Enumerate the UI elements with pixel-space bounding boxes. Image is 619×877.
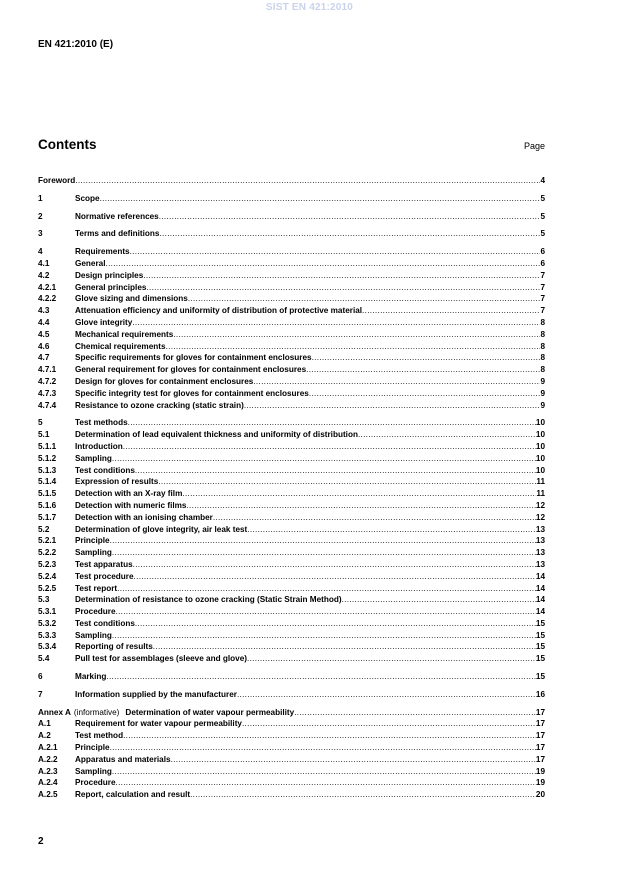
dot-leader <box>143 270 540 282</box>
toc-entry-page: 13 <box>535 548 545 558</box>
toc-entry[interactable] <box>38 512 545 524</box>
dot-leader <box>182 488 536 500</box>
toc-entry-number: A.2.5 <box>38 790 58 800</box>
toc-entry-page: 14 <box>535 583 545 593</box>
dot-leader <box>146 282 540 294</box>
toc-entry-title: Resistance to ozone cracking (static strain) <box>75 400 244 410</box>
dot-leader <box>342 594 536 606</box>
toc-entry-number: 2 <box>38 211 43 221</box>
toc-entry-number: 5.1.6 <box>38 500 57 510</box>
toc-entry-number: 5.3 <box>38 595 50 605</box>
toc-entry-number: 5.1.1 <box>38 441 57 451</box>
toc-entry-number: 4.7.2 <box>38 376 57 386</box>
dot-leader <box>312 352 541 364</box>
toc-entry-number: A.1 <box>38 719 51 729</box>
toc-entry[interactable] <box>38 246 545 258</box>
toc-entry[interactable] <box>38 329 545 341</box>
toc-entry[interactable] <box>38 583 545 595</box>
dot-leader <box>116 606 536 618</box>
toc-entry-page: 11 <box>536 477 545 487</box>
dot-leader <box>188 293 541 305</box>
toc-entry-number: 5.1 <box>38 430 50 440</box>
dot-leader <box>247 524 536 536</box>
dot-leader <box>112 630 536 642</box>
dot-leader <box>358 429 536 441</box>
toc-entry[interactable] <box>38 376 545 388</box>
dot-leader <box>112 453 536 465</box>
toc-entry-title: Test methods <box>75 418 128 428</box>
toc-entry-title: Design principles <box>75 270 144 280</box>
toc-entry-page: 15 <box>535 672 545 682</box>
toc-entry-number: 5.1.5 <box>38 489 57 499</box>
toc-entry-number: 4.7.4 <box>38 400 57 410</box>
toc-entry[interactable] <box>38 193 545 205</box>
toc-entry-number: 4.7.1 <box>38 365 57 375</box>
toc-entry-title <box>71 707 294 719</box>
toc-entry-title: Glove integrity <box>75 317 133 327</box>
toc-entry-page: 10 <box>535 430 545 440</box>
page-column-label: Page <box>523 141 545 151</box>
toc-entry-page: 7 <box>540 282 545 292</box>
toc-entry-title: Scope <box>75 193 100 203</box>
toc-entry-number: 5.2.4 <box>38 571 57 581</box>
dot-leader <box>132 317 540 329</box>
page-number: 2 <box>38 836 44 847</box>
toc-entry-number: 7 <box>38 689 43 699</box>
toc-entry-number: Annex A <box>38 707 71 717</box>
toc-entry-number: 6 <box>38 672 43 682</box>
dot-leader <box>106 258 541 270</box>
toc-entry-title: Procedure <box>75 778 116 788</box>
toc-entry-title: Introduction <box>75 441 123 451</box>
toc-entry-number: 4.4 <box>38 317 50 327</box>
toc-entry-number: 1 <box>38 193 43 203</box>
toc-entry-number: A.2.2 <box>38 754 58 764</box>
toc-entry-page: 5 <box>540 193 545 203</box>
toc-entry[interactable] <box>38 211 545 223</box>
toc-entry[interactable] <box>38 465 545 477</box>
toc-entry[interactable] <box>38 400 545 412</box>
toc-entry-page: 17 <box>535 754 545 764</box>
toc-entry[interactable] <box>38 282 545 294</box>
toc-entry-number: A.2.3 <box>38 766 58 776</box>
toc-entry-page: 8 <box>540 365 545 375</box>
toc-entry[interactable] <box>38 547 545 559</box>
toc-entry[interactable] <box>38 364 545 376</box>
toc-entry-number: 5.1.2 <box>38 453 57 463</box>
dot-leader <box>306 364 540 376</box>
toc-entry-page: 7 <box>540 270 545 280</box>
toc-entry[interactable] <box>38 453 545 465</box>
dot-leader <box>123 730 536 742</box>
dot-leader <box>186 500 535 512</box>
toc-entry[interactable] <box>38 777 545 789</box>
dot-leader <box>135 465 536 477</box>
toc-entry-title: Chemical requirements <box>75 341 166 351</box>
toc-entry[interactable] <box>38 352 545 364</box>
toc-entry[interactable] <box>38 689 545 701</box>
toc-entry-page: 15 <box>535 654 545 664</box>
toc-entry-title: Design for gloves for containment enclosures <box>75 376 254 386</box>
toc-entry-page: 19 <box>535 766 545 776</box>
dot-leader <box>159 228 540 240</box>
toc-entry-number: 3 <box>38 229 43 239</box>
toc-entry-title: Pull test for assemblages (sleeve and glove) <box>75 654 248 664</box>
toc-entry-title: Test apparatus <box>75 559 133 569</box>
toc-entry-title: Expression of results <box>75 477 159 487</box>
toc-entry-number: 4.2.2 <box>38 294 57 304</box>
toc-entry-page: 15 <box>535 642 545 652</box>
toc-entry-number: 5.3.2 <box>38 618 57 628</box>
toc-entry-number: 5.3.4 <box>38 642 57 652</box>
toc-entry-number: 5.2.2 <box>38 548 57 558</box>
toc-entry[interactable] <box>38 488 545 500</box>
toc-entry-page: 20 <box>535 790 545 800</box>
toc-entry-page: 17 <box>535 719 545 729</box>
toc-entry-title: General <box>75 258 106 268</box>
dot-leader <box>190 789 536 801</box>
toc-entry[interactable] <box>38 500 545 512</box>
toc-entry-title: Glove sizing and dimensions <box>75 294 188 304</box>
toc-entry-title: Test conditions <box>75 465 135 475</box>
toc-entry-title: Determination of glove integrity, air leak test <box>75 524 248 534</box>
toc-entry-title: Mechanical requirements <box>75 329 174 339</box>
toc-entry-number: A.2.4 <box>38 778 58 788</box>
toc-entry[interactable] <box>38 228 545 240</box>
toc-entry[interactable] <box>38 707 545 719</box>
toc-entry[interactable] <box>38 742 545 754</box>
toc-entry[interactable] <box>38 524 545 536</box>
toc-entry-page: 12 <box>535 500 545 510</box>
toc-entry[interactable] <box>38 630 545 642</box>
toc-entry-title: Detection with an X-ray film <box>75 489 183 499</box>
toc-entry[interactable] <box>38 766 545 778</box>
toc-entry[interactable] <box>38 388 545 400</box>
toc-entry-page: 15 <box>535 618 545 628</box>
dot-leader <box>110 535 536 547</box>
annex-title: Determination of water vapour permeability <box>125 707 295 717</box>
toc-entry-page: 9 <box>540 400 545 410</box>
toc-entry-number: A.2.1 <box>38 743 58 753</box>
dot-leader <box>242 718 536 730</box>
toc-entry[interactable] <box>38 653 545 665</box>
toc-entry[interactable] <box>38 535 545 547</box>
toc-entry-title: Determination of lead equivalent thickness and uniformity of distribution <box>75 430 358 440</box>
dot-leader <box>294 707 536 719</box>
toc-entry[interactable] <box>38 789 545 801</box>
toc-entry-title: Report, calculation and result <box>75 790 191 800</box>
toc-entry-number: 5.2.5 <box>38 583 57 593</box>
toc-entry-page: 14 <box>535 595 545 605</box>
toc-entry-title: Sampling <box>75 548 112 558</box>
toc-entry-page: 10 <box>535 418 545 428</box>
toc-entry-title: Detection with an ionising chamber <box>75 512 213 522</box>
toc-entry[interactable] <box>38 606 545 618</box>
dot-leader <box>123 441 536 453</box>
toc-entry-title: Specific integrity test for gloves for containment enclosures <box>75 388 309 398</box>
dot-leader <box>106 671 535 683</box>
toc-entry-title: Sampling <box>75 630 112 640</box>
toc-entry-title: Test report <box>75 583 118 593</box>
toc-entry-number: 4.3 <box>38 306 50 316</box>
dot-leader <box>309 388 541 400</box>
toc-entry[interactable] <box>38 476 545 488</box>
toc-entry-number: 5.2.1 <box>38 536 57 546</box>
toc-entry[interactable] <box>38 417 545 429</box>
toc-entry[interactable] <box>38 671 545 683</box>
toc-entry-number: 4.2.1 <box>38 282 57 292</box>
toc-entry-number: 4.7 <box>38 353 50 363</box>
toc-entry-title: Information supplied by the manufacturer <box>75 689 237 699</box>
dot-leader <box>247 653 536 665</box>
dot-leader <box>128 417 536 429</box>
toc-entry-page: 9 <box>540 388 545 398</box>
toc-entry-page: 13 <box>535 524 545 534</box>
toc-entry-page: 14 <box>535 571 545 581</box>
dot-leader <box>135 618 536 630</box>
dot-leader <box>244 400 541 412</box>
toc-entry-page: 10 <box>535 441 545 451</box>
toc-entry-number: 4.6 <box>38 341 50 351</box>
toc-entry-title: Test conditions <box>75 618 135 628</box>
toc-entry-number: 5.3.3 <box>38 630 57 640</box>
toc-entry-title: General principles <box>75 282 147 292</box>
toc-entry-page: 13 <box>535 559 545 569</box>
toc-entry-page: 9 <box>540 376 545 386</box>
toc-entry[interactable] <box>38 305 545 317</box>
toc-entry-number: 5.2.3 <box>38 559 57 569</box>
dot-leader <box>117 583 536 595</box>
toc-entry-number: Foreword <box>38 176 76 185</box>
dot-leader <box>112 547 536 559</box>
toc-entry-page: 8 <box>540 317 545 327</box>
toc-entry-page: 14 <box>535 607 545 617</box>
dot-leader <box>100 193 541 205</box>
toc-entry-title: Specific requirements for gloves for containment enclosures <box>75 353 312 363</box>
toc-entry-title: Requirements <box>75 247 130 257</box>
toc-entry-page: 12 <box>535 512 545 522</box>
dot-leader <box>362 305 540 317</box>
dot-leader <box>133 559 536 571</box>
toc-entry[interactable] <box>38 571 545 583</box>
toc-entry-title: Principle <box>75 743 110 753</box>
toc-entry-title: Reporting of results <box>75 642 153 652</box>
toc-entry[interactable] <box>38 559 545 571</box>
toc-entry[interactable] <box>38 718 545 730</box>
toc-entry-page: 15 <box>535 630 545 640</box>
toc-entry-number: 4.1 <box>38 258 50 268</box>
toc-entry-number: 5.1.7 <box>38 512 57 522</box>
toc-entry[interactable] <box>38 618 545 630</box>
toc-entry-number: 4.7.3 <box>38 388 57 398</box>
watermark: SIST EN 421:2010 <box>265 2 354 13</box>
toc-entry-title: Detection with numeric films <box>75 500 187 510</box>
toc-entry-page: 11 <box>536 489 545 499</box>
toc-entry-page: 10 <box>535 453 545 463</box>
toc-entry-number: 4.2 <box>38 270 50 280</box>
toc-entry-page: 5 <box>540 211 545 221</box>
toc-entry-title: Marking <box>75 672 107 682</box>
dot-leader <box>213 512 536 524</box>
toc-entry[interactable] <box>38 594 545 606</box>
toc-entry[interactable] <box>38 441 545 453</box>
dot-leader <box>253 376 540 388</box>
toc-entry-title: Test method <box>75 731 124 741</box>
document-header: EN 421:2010 (E) <box>38 39 114 50</box>
dot-leader <box>173 329 540 341</box>
toc-entry-number: 4.5 <box>38 329 50 339</box>
toc-entry[interactable] <box>38 175 545 187</box>
toc-entry-page: 4 <box>540 176 545 185</box>
toc-entry-page: 6 <box>540 258 545 268</box>
toc-entry-page: 17 <box>535 707 545 717</box>
toc-entry-page: 17 <box>535 731 545 741</box>
toc-entry-number: 5 <box>38 418 43 428</box>
toc-entry-page: 7 <box>540 294 545 304</box>
toc-entry-page: 10 <box>535 465 545 475</box>
dot-leader <box>153 641 536 653</box>
toc-entry-number: 5.1.3 <box>38 465 57 475</box>
table-of-contents <box>38 175 545 801</box>
toc-entry-page: 6 <box>540 247 545 257</box>
toc-entry[interactable] <box>38 270 545 282</box>
toc-entry-title: Procedure <box>75 607 116 617</box>
toc-entry-page: 17 <box>535 743 545 753</box>
dot-leader <box>112 766 536 778</box>
annex-type: (informative) <box>73 707 120 717</box>
dot-leader <box>159 211 541 223</box>
toc-entry-title: Normative references <box>75 211 159 221</box>
toc-entry-page: 13 <box>535 536 545 546</box>
toc-entry[interactable] <box>38 317 545 329</box>
toc-entry-title: Sampling <box>75 766 112 776</box>
dot-leader <box>158 476 536 488</box>
dot-leader <box>75 175 540 187</box>
toc-entry-title: Apparatus and materials <box>75 754 171 764</box>
toc-entry-title: Determination of resistance to ozone cracking (Static Strain Method) <box>75 595 342 605</box>
toc-entry-page: 16 <box>535 689 545 699</box>
dot-leader <box>130 246 541 258</box>
dot-leader <box>116 777 536 789</box>
toc-entry-page: 8 <box>540 353 545 363</box>
toc-entry-page: 7 <box>540 306 545 316</box>
toc-entry[interactable] <box>38 641 545 653</box>
toc-entry-page: 8 <box>540 329 545 339</box>
toc-entry-title: General requirement for gloves for containment enclosures <box>75 365 307 375</box>
dot-leader <box>110 742 536 754</box>
toc-entry-number: 4 <box>38 247 43 257</box>
toc-entry-page: 8 <box>540 341 545 351</box>
toc-entry[interactable] <box>38 754 545 766</box>
toc-entry-number: 5.3.1 <box>38 607 57 617</box>
toc-entry[interactable] <box>38 341 545 353</box>
toc-entry[interactable] <box>38 730 545 742</box>
toc-entry[interactable] <box>38 429 545 441</box>
dot-leader <box>134 571 536 583</box>
toc-entry-title: Test procedure <box>75 571 134 581</box>
toc-entry[interactable] <box>38 293 545 305</box>
toc-entry-title: Terms and definitions <box>75 229 160 239</box>
toc-entry[interactable] <box>38 258 545 270</box>
toc-entry-title: Sampling <box>75 453 112 463</box>
dot-leader <box>171 754 536 766</box>
toc-entry-page: 19 <box>535 778 545 788</box>
page-title: Contents <box>38 137 97 152</box>
toc-entry-page: 5 <box>540 229 545 239</box>
toc-entry-title: Principle <box>75 536 110 546</box>
toc-entry-title: Requirement for water vapour permeability <box>75 719 242 729</box>
toc-entry-number: 5.2 <box>38 524 50 534</box>
toc-entry-number: A.2 <box>38 731 51 741</box>
toc-entry-number: 5.1.4 <box>38 477 57 487</box>
toc-entry-title: Attenuation efficiency and uniformity of distribution of protective material <box>75 306 363 316</box>
dot-leader <box>237 689 536 701</box>
toc-entry-number: 5.4 <box>38 654 50 664</box>
dot-leader <box>166 341 541 353</box>
